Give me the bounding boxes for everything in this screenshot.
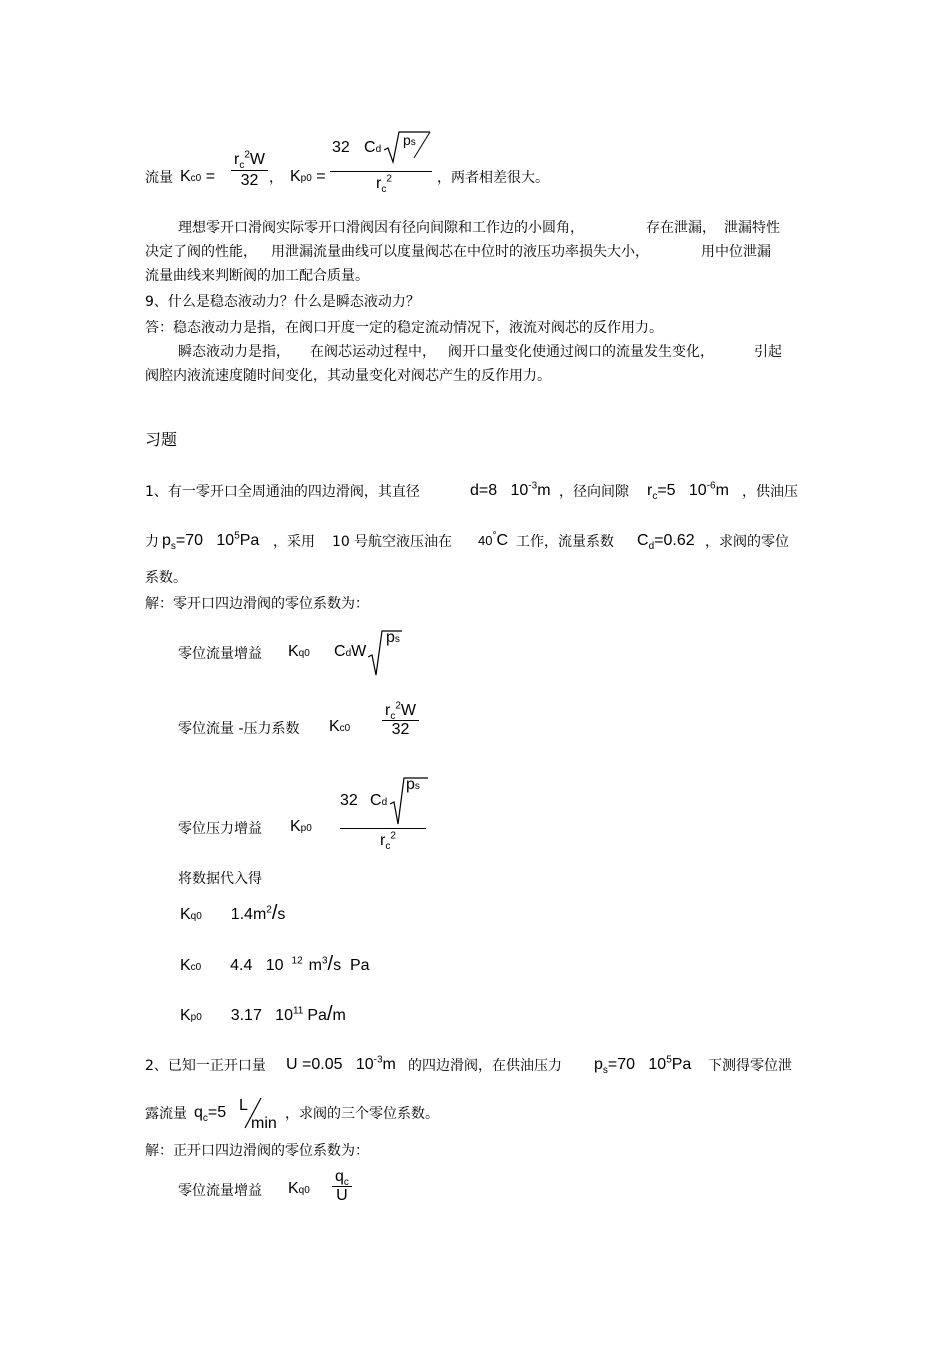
p1-substitute: 将数据代入得 [178,871,262,887]
kp0-fraction: 32 Cd ps $r_c^2$ [340,770,426,860]
kp0-fraction: 32 Cd ps $r_c^2$ [330,132,432,202]
question-9: 9、什么是稳态液动力？什么是瞬态液动力？ 答：稳态液动力是指，在阀口开度一定的稳定流动情况下，液流对阀芯的反作用力。 瞬态液动力是指， 在阀芯运动过程中， 阀开口量变化使通过阀口的流量发生变化， 引起 阀腔内液流速度随时间变化，其动量变化对阀芯产生的反作用力。 [145,294,782,384]
p1-kp0-row: 零位压力增益 Kp0 32 Cd ps $r_c^2$ [178,770,478,860]
kq0-fraction: $\frac{q_c}{U}$ [332,1168,352,1205]
kc0-symbol: Kc0 = [180,168,216,185]
intro-tail: ，两者相差很大。 [437,170,549,186]
p1-kc0-row: 零位流量 -压力系数 Kc0 $\frac{r_c^2W}{32}$ [178,700,478,760]
q9-answer: 答：稳态液动力是指，在阀口开度一定的稳定流动情况下，液流对阀芯的反作用力。 [145,320,663,336]
fraction-bar [330,171,432,172]
kp0-symbol: Kp0 = [290,168,326,185]
problem-1-solution: 解：零开口四边滑阀的零位系数为： [145,596,369,612]
q9-title: 9、什么是稳态液动力？什么是瞬态液动力？ [145,294,420,310]
intro-comma: ， [269,170,283,186]
kc0-fraction: $\frac{r_c^2W}{32}$ [231,150,268,191]
p1-result-kp0: Kp0 3.17 $10^{11}$ Pa/m [180,1003,346,1025]
p1-kq0-row: 零位流量增益 Kq0 CdW ps [178,625,478,685]
fraction-bar [340,828,426,829]
p2-kq0-row: 零位流量增益 Kq0 $\frac{q_c}{U}$ [178,1168,478,1218]
problem-2-solution: 解：正开口四边滑阀的零位系数为： [145,1143,369,1159]
intro-lead: 流量 [145,170,173,186]
problem-1-line3: 系数。 [145,570,187,586]
p1-result-kc0: Kc0 4.4 10 $^{12}$ $m^3/s$ Pa [180,953,370,975]
para-zero-lap: 理想零开口滑阀实际零开口滑阀因有径向间隙和工作边的小圆角， 存在泄漏， 泄漏特性 决定了阀的性能， 用泄漏流量曲线可以度量阀芯在中位时的液压功率损失大小， 用中位泄漏 流量曲线来判断阀的加工配合质量。 [145,220,780,284]
section-title: 习题 [145,430,178,449]
kc0-fraction: $\frac{r_c^2W}{32}$ [382,702,419,739]
p1-result-kq0: Kq0 $1.4m^2/s$ [180,902,286,924]
